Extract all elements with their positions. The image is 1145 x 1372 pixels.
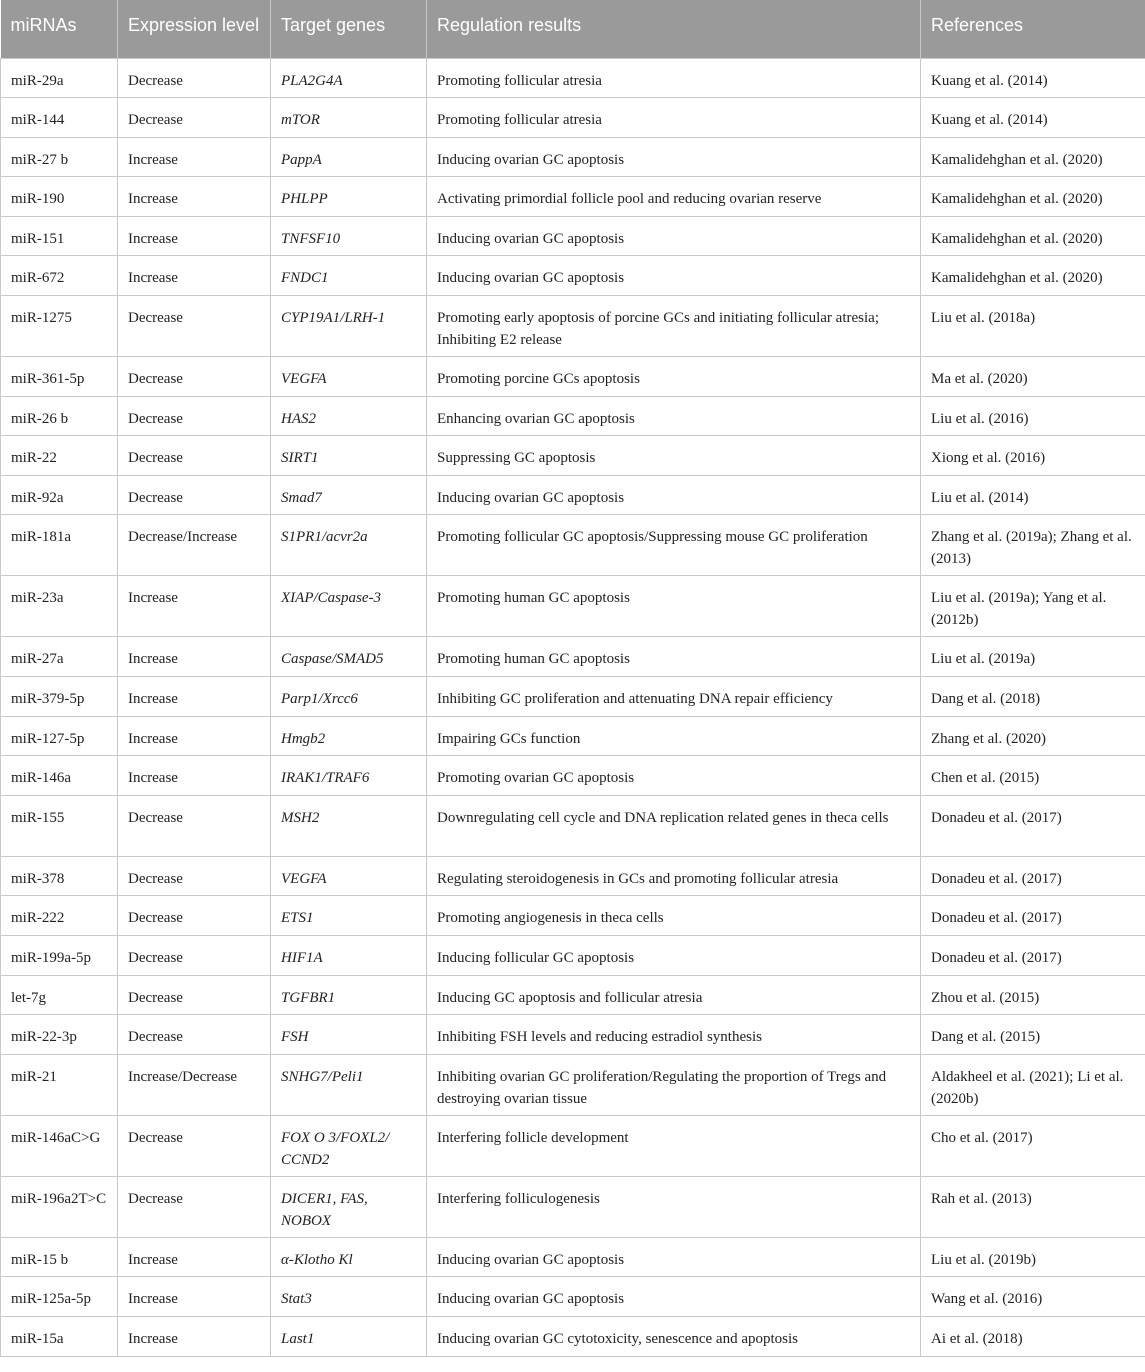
cell-regulation-results: Inhibiting ovarian GC proliferation/Regulating the proportion of Tregs and destroying ovarian tissue — [427, 1054, 921, 1115]
cell-expression-level: Increase — [118, 1237, 271, 1277]
cell-target-genes: Hmgb2 — [271, 716, 427, 756]
table-row — [1, 1277, 1145, 1317]
table-row — [1, 856, 1145, 896]
header-target-genes: Target genes — [271, 0, 427, 58]
table-row — [1, 1015, 1145, 1055]
cell-mirna: miR-146aC>G — [1, 1115, 118, 1176]
cell-references: Liu et al. (2016) — [921, 396, 1145, 436]
cell-references: Zhang et al. (2020) — [921, 716, 1145, 756]
table-row — [1, 756, 1145, 796]
cell-references: Wang et al. (2016) — [921, 1277, 1145, 1317]
table-row — [1, 137, 1145, 177]
cell-regulation-results: Inducing follicular GC apoptosis — [427, 936, 921, 976]
cell-references: Dang et al. (2015) — [921, 1015, 1145, 1055]
cell-mirna: miR-26 b — [1, 396, 118, 436]
cell-expression-level: Increase — [118, 216, 271, 256]
cell-regulation-results: Promoting human GC apoptosis — [427, 637, 921, 677]
table-header — [1, 0, 1145, 58]
cell-regulation-results: Regulating steroidogenesis in GCs and promoting follicular atresia — [427, 856, 921, 896]
cell-mirna: miR-21 — [1, 1054, 118, 1115]
cell-target-genes: CYP19A1/LRH-1 — [271, 296, 427, 357]
cell-mirna: miR-15 b — [1, 1237, 118, 1277]
table-row — [1, 677, 1145, 717]
cell-mirna: miR-23a — [1, 576, 118, 637]
cell-regulation-results: Promoting early apoptosis of porcine GCs and initiating follicular atresia; Inhibiting E2 release — [427, 296, 921, 357]
cell-regulation-results: Inducing ovarian GC apoptosis — [427, 256, 921, 296]
cell-regulation-results: Promoting follicular atresia — [427, 98, 921, 138]
cell-references: Liu et al. (2019b) — [921, 1237, 1145, 1277]
cell-mirna: miR-144 — [1, 98, 118, 138]
table-row — [1, 58, 1145, 98]
cell-expression-level: Decrease — [118, 357, 271, 397]
cell-target-genes: HIF1A — [271, 936, 427, 976]
cell-expression-level: Decrease — [118, 975, 271, 1015]
cell-mirna: miR-196a2T>C — [1, 1176, 118, 1237]
cell-references: Donadeu et al. (2017) — [921, 896, 1145, 936]
cell-expression-level: Decrease — [118, 896, 271, 936]
cell-expression-level: Decrease — [118, 936, 271, 976]
cell-expression-level: Increase — [118, 756, 271, 796]
header-mirnas: miRNAs — [1, 0, 118, 58]
cell-references: Donadeu et al. (2017) — [921, 795, 1145, 856]
cell-regulation-results: Enhancing ovarian GC apoptosis — [427, 396, 921, 436]
cell-mirna: miR-151 — [1, 216, 118, 256]
cell-mirna: miR-29a — [1, 58, 118, 98]
table-row — [1, 896, 1145, 936]
cell-references: Kuang et al. (2014) — [921, 98, 1145, 138]
cell-references: Zhou et al. (2015) — [921, 975, 1145, 1015]
cell-mirna: miR-27a — [1, 637, 118, 677]
cell-mirna: miR-22 — [1, 436, 118, 476]
cell-target-genes: MSH2 — [271, 795, 427, 856]
cell-regulation-results: Suppressing GC apoptosis — [427, 436, 921, 476]
cell-references: Liu et al. (2019a); Yang et al. (2012b) — [921, 576, 1145, 637]
cell-regulation-results: Activating primordial follicle pool and reducing ovarian reserve — [427, 177, 921, 217]
cell-regulation-results: Inducing ovarian GC apoptosis — [427, 216, 921, 256]
cell-target-genes: DICER1, FAS, NOBOX — [271, 1176, 427, 1237]
cell-target-genes: mTOR — [271, 98, 427, 138]
cell-mirna: miR-199a-5p — [1, 936, 118, 976]
cell-references: Liu et al. (2018a) — [921, 296, 1145, 357]
cell-expression-level: Decrease — [118, 1176, 271, 1237]
cell-target-genes: Last1 — [271, 1316, 427, 1356]
cell-regulation-results: Interfering folliculogenesis — [427, 1176, 921, 1237]
cell-references: Liu et al. (2014) — [921, 475, 1145, 515]
cell-mirna: miR-672 — [1, 256, 118, 296]
table-row — [1, 1054, 1145, 1115]
cell-references: Zhang et al. (2019a); Zhang et al. (2013) — [921, 515, 1145, 576]
table-row — [1, 396, 1145, 436]
cell-expression-level: Increase — [118, 1316, 271, 1356]
cell-target-genes: VEGFA — [271, 856, 427, 896]
cell-regulation-results: Inhibiting FSH levels and reducing estradiol synthesis — [427, 1015, 921, 1055]
cell-mirna: miR-361-5p — [1, 357, 118, 397]
cell-expression-level: Increase/Decrease — [118, 1054, 271, 1115]
header-row — [1, 0, 1145, 58]
table-body — [1, 58, 1145, 1356]
cell-regulation-results: Promoting porcine GCs apoptosis — [427, 357, 921, 397]
cell-target-genes: SIRT1 — [271, 436, 427, 476]
cell-target-genes: HAS2 — [271, 396, 427, 436]
cell-expression-level: Increase — [118, 716, 271, 756]
cell-expression-level: Decrease — [118, 436, 271, 476]
cell-target-genes: FOX O 3/FOXL2/ CCND2 — [271, 1115, 427, 1176]
cell-references: Ai et al. (2018) — [921, 1316, 1145, 1356]
cell-references: Aldakheel et al. (2021); Li et al. (2020b) — [921, 1054, 1145, 1115]
cell-mirna: miR-22-3p — [1, 1015, 118, 1055]
table-row — [1, 1316, 1145, 1356]
cell-target-genes: SNHG7/Peli1 — [271, 1054, 427, 1115]
cell-expression-level: Decrease — [118, 1115, 271, 1176]
table-row — [1, 256, 1145, 296]
cell-regulation-results: Promoting ovarian GC apoptosis — [427, 756, 921, 796]
cell-regulation-results: Inducing ovarian GC apoptosis — [427, 1277, 921, 1317]
cell-expression-level: Decrease/Increase — [118, 515, 271, 576]
cell-mirna: miR-378 — [1, 856, 118, 896]
cell-mirna: miR-181a — [1, 515, 118, 576]
cell-references: Donadeu et al. (2017) — [921, 856, 1145, 896]
table-row — [1, 1176, 1145, 1237]
cell-target-genes: TNFSF10 — [271, 216, 427, 256]
cell-references: Dang et al. (2018) — [921, 677, 1145, 717]
table-row — [1, 357, 1145, 397]
cell-expression-level: Increase — [118, 677, 271, 717]
cell-target-genes: FSH — [271, 1015, 427, 1055]
cell-references: Kuang et al. (2014) — [921, 58, 1145, 98]
cell-mirna: miR-155 — [1, 795, 118, 856]
cell-references: Cho et al. (2017) — [921, 1115, 1145, 1176]
header-expression-level: Expression level — [118, 0, 271, 58]
cell-expression-level: Increase — [118, 256, 271, 296]
cell-references: Xiong et al. (2016) — [921, 436, 1145, 476]
cell-mirna: miR-222 — [1, 896, 118, 936]
cell-mirna: miR-92a — [1, 475, 118, 515]
table-row — [1, 975, 1145, 1015]
cell-mirna: miR-379-5p — [1, 677, 118, 717]
cell-target-genes: Parp1/Xrcc6 — [271, 677, 427, 717]
cell-target-genes: PappA — [271, 137, 427, 177]
cell-regulation-results: Inducing GC apoptosis and follicular atresia — [427, 975, 921, 1015]
cell-target-genes: Smad7 — [271, 475, 427, 515]
cell-regulation-results: Impairing GCs function — [427, 716, 921, 756]
cell-expression-level: Decrease — [118, 58, 271, 98]
cell-expression-level: Increase — [118, 637, 271, 677]
cell-references: Kamalidehghan et al. (2020) — [921, 177, 1145, 217]
cell-mirna: miR-1275 — [1, 296, 118, 357]
table-row — [1, 1237, 1145, 1277]
cell-regulation-results: Inhibiting GC proliferation and attenuating DNA repair efficiency — [427, 677, 921, 717]
cell-expression-level: Decrease — [118, 296, 271, 357]
cell-regulation-results: Inducing ovarian GC cytotoxicity, senescence and apoptosis — [427, 1316, 921, 1356]
cell-regulation-results: Inducing ovarian GC apoptosis — [427, 1237, 921, 1277]
cell-target-genes: S1PR1/acvr2a — [271, 515, 427, 576]
cell-mirna: miR-27 b — [1, 137, 118, 177]
cell-target-genes: IRAK1/TRAF6 — [271, 756, 427, 796]
cell-regulation-results: Promoting human GC apoptosis — [427, 576, 921, 637]
table-row — [1, 436, 1145, 476]
cell-target-genes: FNDC1 — [271, 256, 427, 296]
cell-mirna: let-7g — [1, 975, 118, 1015]
cell-references: Kamalidehghan et al. (2020) — [921, 256, 1145, 296]
cell-references: Kamalidehghan et al. (2020) — [921, 216, 1145, 256]
cell-regulation-results: Inducing ovarian GC apoptosis — [427, 475, 921, 515]
cell-references: Ma et al. (2020) — [921, 357, 1145, 397]
cell-regulation-results: Promoting follicular GC apoptosis/Suppressing mouse GC proliferation — [427, 515, 921, 576]
header-references: References — [921, 0, 1145, 58]
cell-target-genes: VEGFA — [271, 357, 427, 397]
cell-expression-level: Decrease — [118, 396, 271, 436]
table-row — [1, 177, 1145, 217]
cell-target-genes: PHLPP — [271, 177, 427, 217]
table-row — [1, 637, 1145, 677]
table-row — [1, 475, 1145, 515]
cell-target-genes: Stat3 — [271, 1277, 427, 1317]
cell-target-genes: ETS1 — [271, 896, 427, 936]
cell-expression-level: Increase — [118, 177, 271, 217]
table-row — [1, 936, 1145, 976]
table-row — [1, 216, 1145, 256]
header-regulation-results: Regulation results — [427, 0, 921, 58]
cell-expression-level: Decrease — [118, 98, 271, 138]
cell-expression-level: Increase — [118, 576, 271, 637]
cell-mirna: miR-125a-5p — [1, 1277, 118, 1317]
cell-mirna: miR-146a — [1, 756, 118, 796]
cell-expression-level: Increase — [118, 137, 271, 177]
cell-target-genes: α-Klotho Kl — [271, 1237, 427, 1277]
table-row — [1, 795, 1145, 856]
cell-regulation-results: Promoting follicular atresia — [427, 58, 921, 98]
table-row — [1, 1115, 1145, 1176]
cell-mirna: miR-190 — [1, 177, 118, 217]
cell-expression-level: Decrease — [118, 856, 271, 896]
cell-expression-level: Decrease — [118, 795, 271, 856]
cell-regulation-results: Promoting angiogenesis in theca cells — [427, 896, 921, 936]
cell-target-genes: TGFBR1 — [271, 975, 427, 1015]
cell-references: Rah et al. (2013) — [921, 1176, 1145, 1237]
cell-references: Chen et al. (2015) — [921, 756, 1145, 796]
cell-target-genes: PLA2G4A — [271, 58, 427, 98]
cell-mirna: miR-15a — [1, 1316, 118, 1356]
cell-expression-level: Increase — [118, 1277, 271, 1317]
cell-regulation-results: Inducing ovarian GC apoptosis — [427, 137, 921, 177]
cell-expression-level: Decrease — [118, 475, 271, 515]
cell-regulation-results: Interfering follicle development — [427, 1115, 921, 1176]
table-row — [1, 98, 1145, 138]
table-row — [1, 576, 1145, 637]
cell-references: Liu et al. (2019a) — [921, 637, 1145, 677]
cell-target-genes: XIAP/Caspase-3 — [271, 576, 427, 637]
cell-target-genes: Caspase/SMAD5 — [271, 637, 427, 677]
cell-references: Kamalidehghan et al. (2020) — [921, 137, 1145, 177]
table-row — [1, 716, 1145, 756]
table-row — [1, 515, 1145, 576]
cell-expression-level: Decrease — [118, 1015, 271, 1055]
cell-mirna: miR-127-5p — [1, 716, 118, 756]
table-row — [1, 296, 1145, 357]
cell-references: Donadeu et al. (2017) — [921, 936, 1145, 976]
cell-regulation-results: Downregulating cell cycle and DNA replication related genes in theca cells — [427, 795, 921, 856]
